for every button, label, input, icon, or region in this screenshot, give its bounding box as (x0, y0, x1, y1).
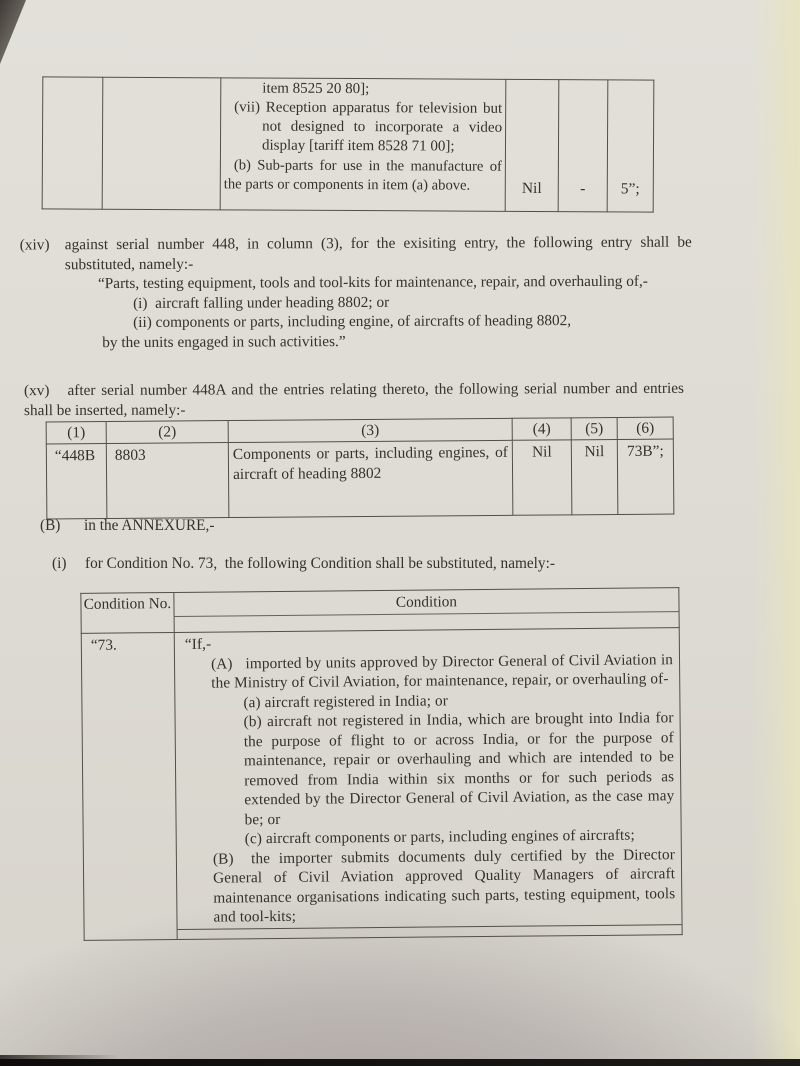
table-row (42, 77, 654, 212)
empty-serial-cell (42, 77, 103, 209)
column-header-3: (3) (228, 418, 512, 442)
duty-rate-cell: Nil (512, 440, 572, 515)
condition-item-b: (b) aircraft not registered in India, which are brought into India for the purpose of flight to or across India, or for the purpose of maintenance, repair or overhauling and which are intended to be removed from India within six months or for such periods as extended by the Director General of Civil Aviation, as the case may be; or (243, 709, 675, 828)
condition-number-cell: “73. (81, 632, 177, 939)
additional-duty-cell: - (558, 80, 608, 212)
condition-body-cell (174, 628, 682, 939)
condition-header-row (81, 588, 679, 634)
item-vii-text: (vii) Reception apparatus for television but not designed to incorporate a video display [tariff item 8528 71 00]; (234, 99, 503, 155)
clause-xiv-label: (xiv) (19, 236, 50, 254)
condition-row (81, 628, 682, 940)
condition-no-cell: 73B”; (617, 439, 674, 514)
clause-xiv-item-ii: (ii) components or parts, including engine, of aircrafts of heading 8802, (133, 312, 572, 331)
column-header-5: (5) (571, 417, 617, 439)
condition-intro: “If,- (184, 635, 212, 653)
column-header-6: (6) (617, 417, 673, 439)
clause-i-label: (i) (52, 555, 67, 572)
condition-para-b-upper: (B) the importer submits documents duly certified by the Director General of Civil Aviation approved Quality Managers of aircraft maintenance organisations indicating such parts, testing equipment, tools and tool-kits; (212, 845, 676, 926)
clause-xv-text: after serial number 448A and the entries relating thereto, the following serial number and entries shall be inserted, namely:- (24, 379, 684, 419)
item-b-text: (b) Sub-parts for use in the manufacture of the parts or components in item (a) above. (223, 157, 502, 194)
column-header-4: (4) (512, 418, 571, 440)
clause-xiv (20, 233, 693, 353)
clause-i (52, 554, 692, 574)
empty-heading-cell (102, 77, 221, 210)
clause-xv (24, 379, 684, 420)
clause-xv-label: (xv) (23, 382, 50, 400)
clause-xiv-closing: by the units engaged in such activities.” (102, 332, 346, 351)
column-header-2: (2) (106, 421, 228, 444)
condition-73-table (80, 587, 682, 940)
condition-no-header: Condition No. (81, 592, 174, 633)
condition-no-cell: 5”; (607, 80, 654, 212)
clause-i-text: for Condition No. 73, the following Condition shall be substituted, namely:- (85, 555, 555, 572)
table-row (46, 439, 674, 519)
column-header-1: (1) (46, 421, 106, 443)
condition-item-c: (c) aircraft components or parts, including engines of aircrafts; (244, 826, 635, 848)
clause-xiv-intro: against serial number 448, in column (3), for the exisiting entry, the following entry shall be substituted, namely:- (64, 233, 692, 273)
heading-cell: 8803 (106, 443, 229, 519)
serial-448b-table (46, 417, 675, 520)
duty-rate-cell: Nil (505, 79, 559, 211)
condition-header (174, 588, 679, 633)
condition-item-a: (a) aircraft registered in India; or (243, 691, 448, 711)
additional-duty-cell: Nil (571, 439, 618, 514)
tariff-entry-table (42, 76, 655, 212)
condition-body-text (175, 630, 682, 929)
serial-cell: “448B (46, 443, 107, 518)
carryover-line: item 8525 20 80]; (262, 80, 370, 98)
clause-xiv-quote: “Parts, testing equipment, tools and tool-kits for maintenance, repair, and overhauling of,- (97, 272, 648, 293)
condition-para-a-upper: (A) imported by units approved by Director General of Civil Aviation in the Ministry of Civil Aviation, for maintenance, repair, or overhauling of- (210, 650, 674, 692)
clause-annexure-text: in the ANNEXURE,- (84, 517, 215, 534)
photo-corner-shadow (0, 0, 26, 64)
clause-annexure (40, 516, 680, 536)
description-cell: Components or parts, including engines, of aircraft of heading 8802 (228, 440, 513, 517)
clause-annexure-label: (B) (40, 517, 61, 534)
clause-xiv-item-i: (i) aircraft falling under heading 8802; or (133, 293, 390, 312)
condition-header-text: Condition (174, 588, 678, 617)
description-cell (220, 78, 506, 211)
photo-bottom-edge (0, 1059, 800, 1066)
